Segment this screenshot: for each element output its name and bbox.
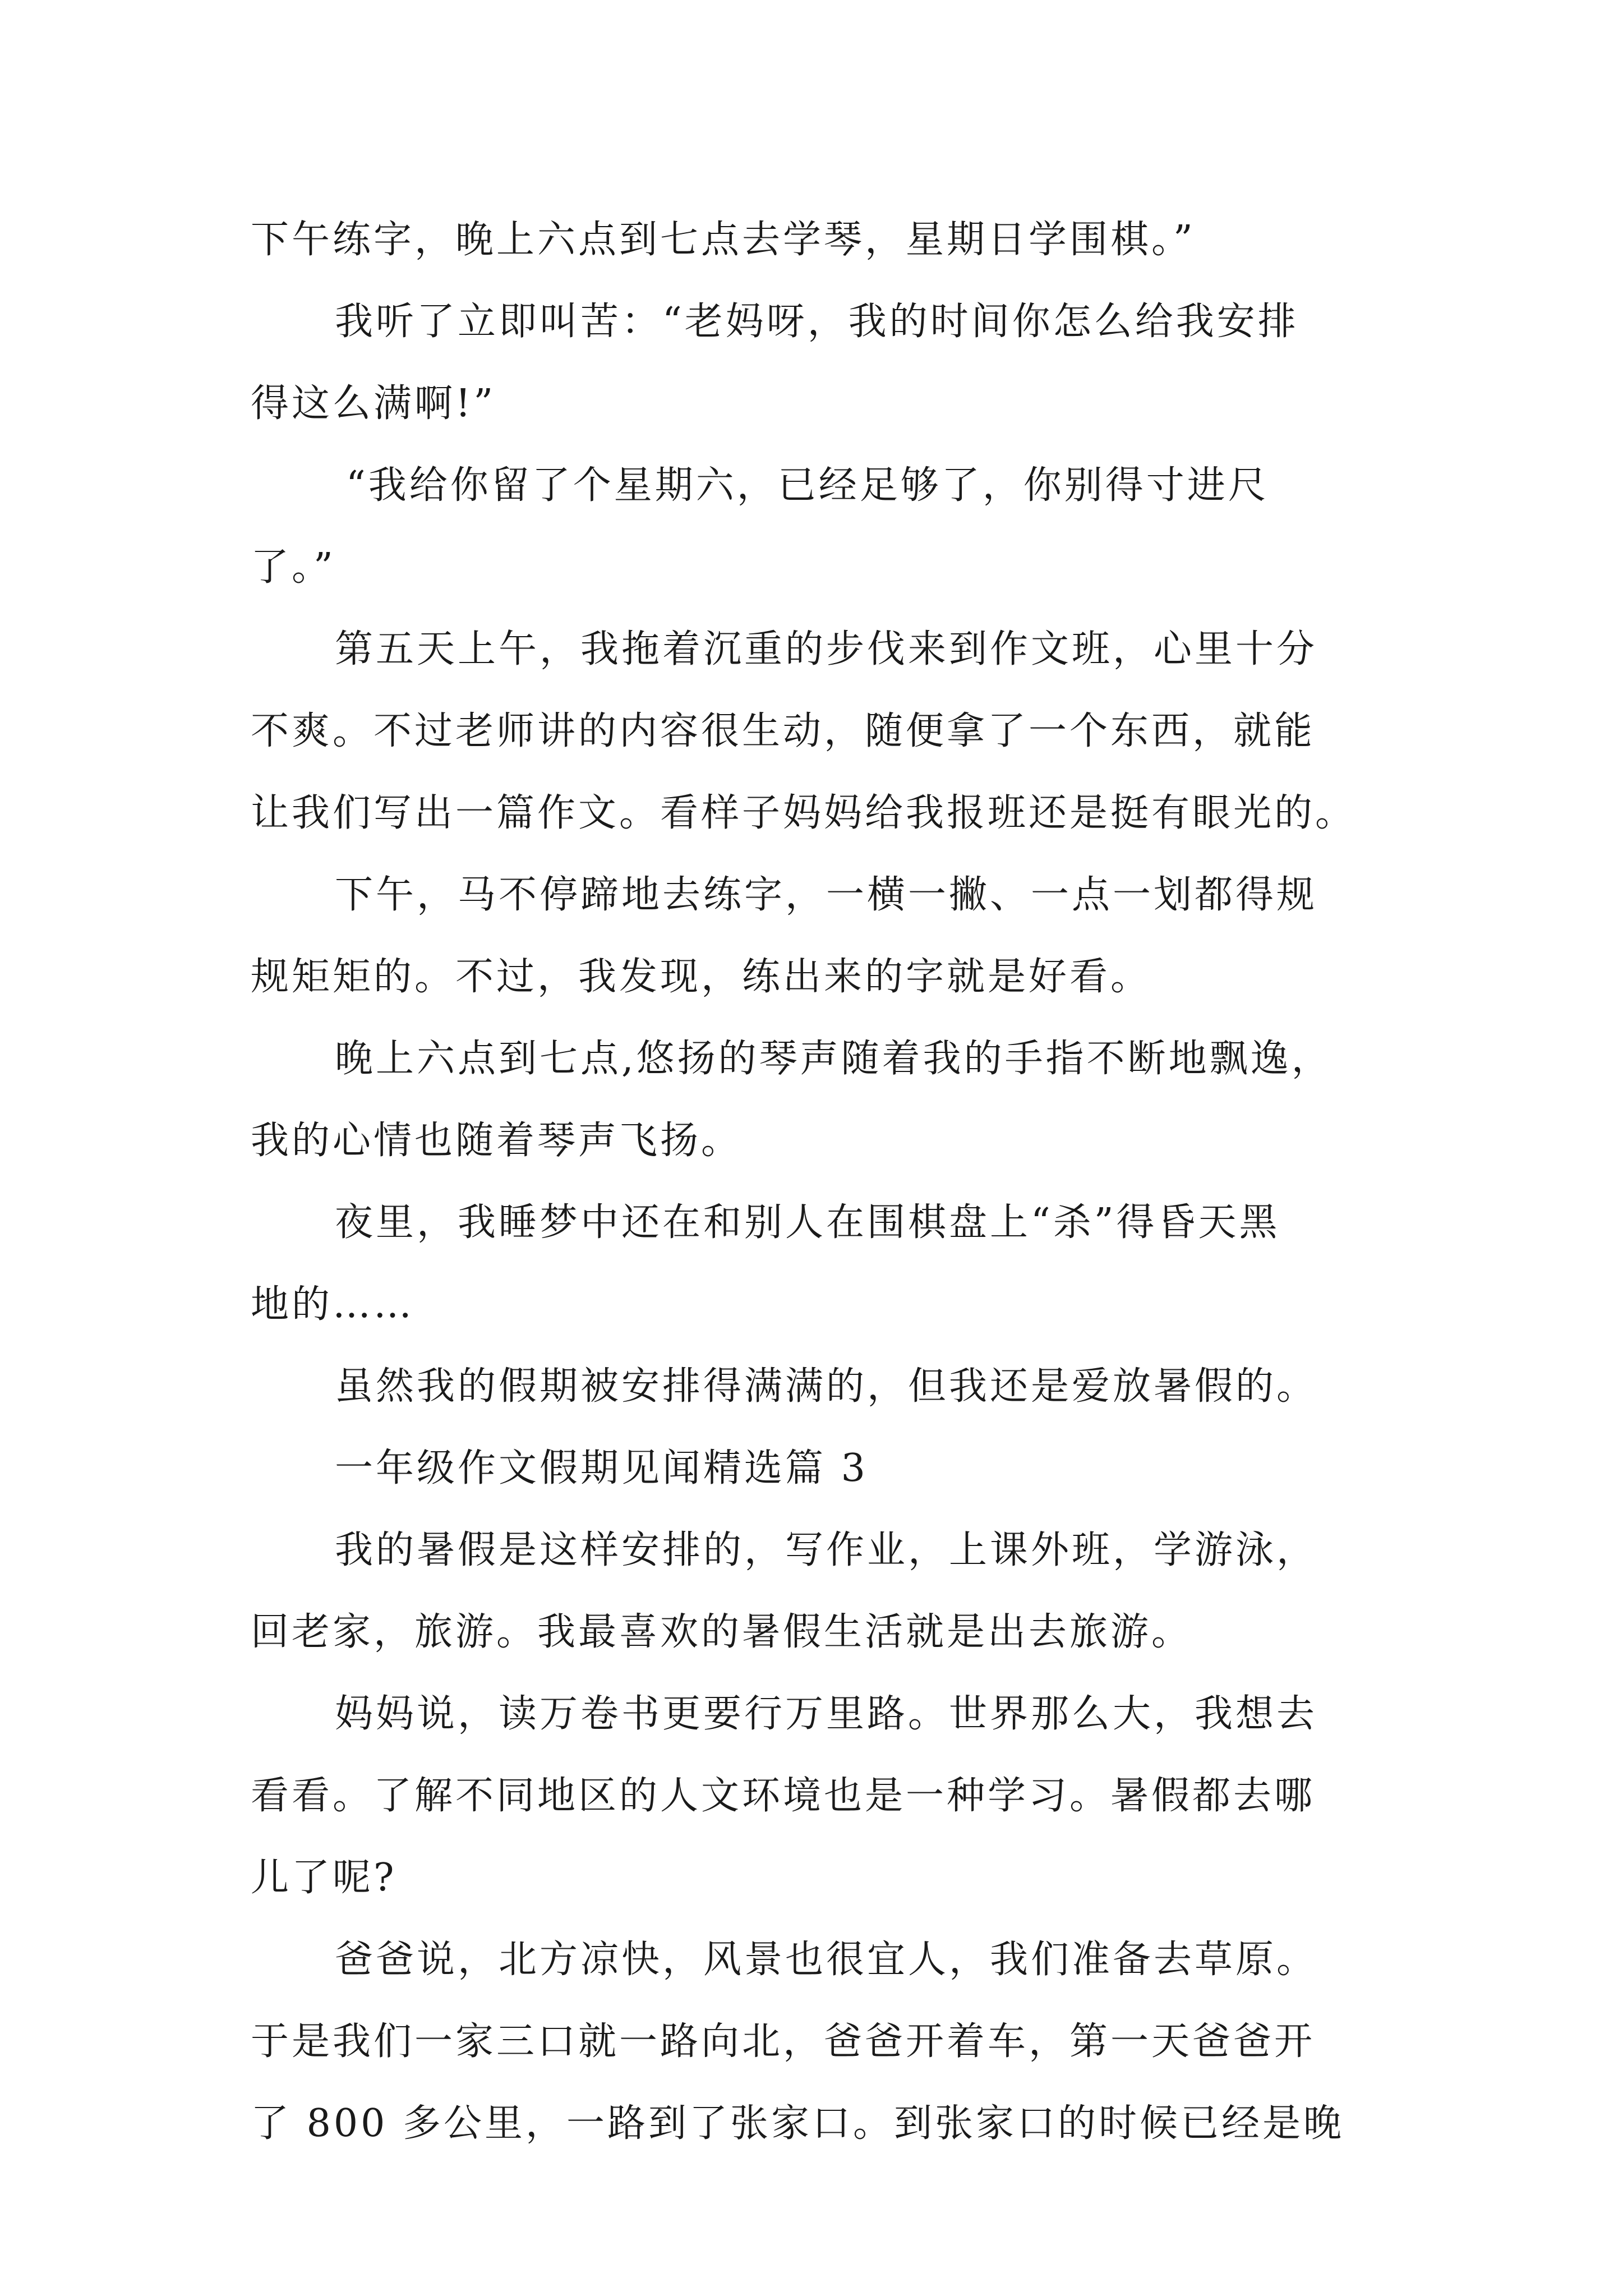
text-line: 了。” <box>251 545 336 590</box>
text-line: 爸爸说，北方凉快，风景也很宜人，我们准备去草原。 <box>335 1938 1318 1982</box>
text-line: 看看。了解不同地区的人文环境也是一种学习。暑假都去哪 <box>251 1774 1316 1818</box>
section-heading: 一年级作文假期见闻精选篇 3 <box>335 1446 868 1490</box>
text-line: 晚上六点到七点,悠扬的琴声随着我的手指不断地飘逸， <box>335 1037 1332 1081</box>
document-body <box>251 199 1395 2165</box>
text-line: 地的…… <box>251 1282 415 1327</box>
text-line: 我的暑假是这样安排的，写作业，上课外班，学游泳， <box>335 1528 1318 1572</box>
text-line: 于是我们一家三口就一路向北，爸爸开着车，第一天爸爸开 <box>251 2019 1316 2064</box>
text-line: 我的心情也随着琴声飞扬。 <box>251 1119 743 1163</box>
text-line: 得这么满啊!” <box>251 381 496 426</box>
text-line: 下午练字，晚上六点到七点去学琴，星期日学围棋。” <box>251 218 1196 262</box>
text-line: 规矩矩的。不过，我发现，练出来的字就是好看。 <box>251 955 1152 999</box>
text-line: 夜里，我睡梦中还在和别人在围棋盘上“杀”得昏天黑 <box>335 1200 1280 1245</box>
text-line: 了 800 多公里，一路到了张家口。到张家口的时候已经是晚 <box>251 2101 1345 2146</box>
text-line: 让我们写出一篇作文。看样子妈妈给我报班还是挺有眼光的。 <box>251 791 1357 835</box>
text-line: 第五天上午，我拖着沉重的步伐来到作文班，心里十分 <box>335 627 1318 671</box>
text-line: 妈妈说，读万卷书更要行万里路。世界那么大，我想去 <box>335 1692 1318 1736</box>
text-line: 虽然我的假期被安排得满满的，但我还是爱放暑假的。 <box>335 1364 1318 1409</box>
text-line: 不爽。不过老师讲的内容很生动，随便拿了一个东西，就能 <box>251 709 1316 753</box>
text-line: 儿了呢? <box>251 1856 397 1900</box>
text-line: 回老家，旅游。我最喜欢的暑假生活就是出去旅游。 <box>251 1610 1193 1654</box>
text-line: “我给你留了个星期六，已经足够了，你别得寸进尺 <box>346 463 1269 508</box>
text-line: 下午，马不停蹄地去练字，一横一撇、一点一划都得规 <box>335 873 1318 917</box>
text-line: 我听了立即叫苦：“老妈呀，我的时间你怎么给我安排 <box>335 300 1299 344</box>
